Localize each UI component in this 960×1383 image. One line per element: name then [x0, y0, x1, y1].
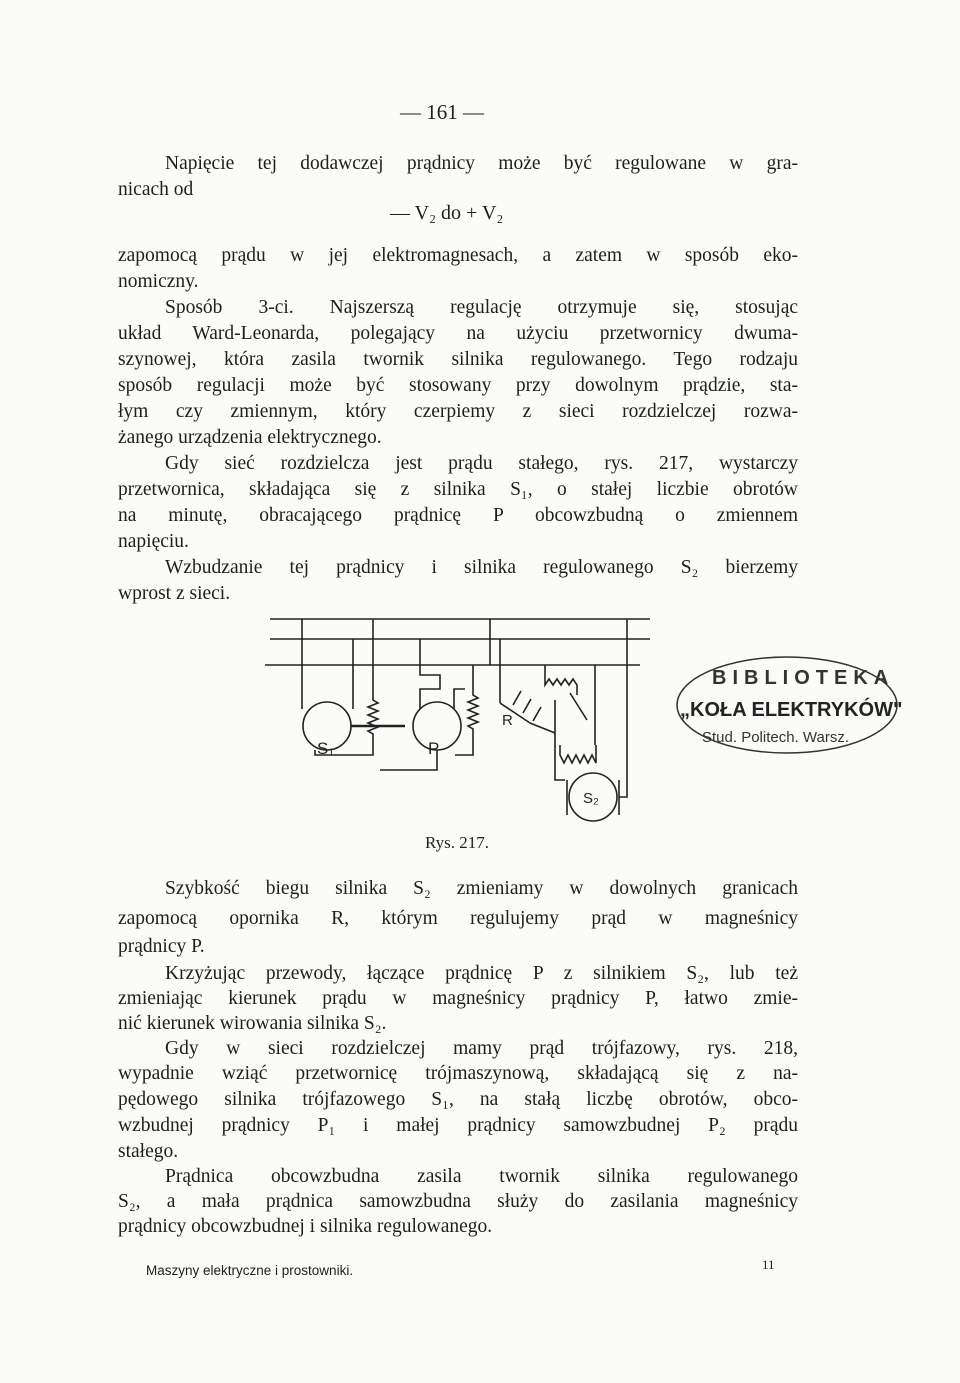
- text-line: Szybkość biegu silnika S₂ zmieniamy w dowolnych granicach: [165, 878, 798, 899]
- text-line: Napięcie tej dodawczej prądnicy może być regulowane w gra-: [165, 153, 798, 174]
- text-line: napięciu.: [118, 531, 189, 552]
- text-line: prądnicy P.: [118, 936, 205, 957]
- circuit-diagram: [255, 605, 655, 830]
- text-line: układ Ward-Leonarda, polegający na użyciu przetwornicy dwuma-: [118, 323, 798, 344]
- label-s1: S₁: [317, 739, 335, 758]
- text-line: prądnicy obcowzbudnej i silnika regulowanego.: [118, 1216, 493, 1237]
- stamp-middle-text: „KOŁA ELEKTRYKÓW": [680, 699, 903, 721]
- label-p: P: [428, 739, 440, 758]
- text-line: Gdy sieć rozdzielcza jest prądu stałego, rys. 217, wystarczy: [165, 453, 798, 474]
- text-line: sposób regulacji może być stosowany przy dowolnym prądzie, sta-: [118, 375, 798, 396]
- text-line: pędowego silnika trójfazowego S₁, na stałą liczbę obrotów, obco-: [118, 1089, 798, 1110]
- text-line: wzbudnej prądnicy P₁ i małej prądnicy samowzbudnej P₂ prądu: [118, 1115, 798, 1136]
- text-line: nić kierunek wirowania silnika S₂.: [118, 1013, 387, 1034]
- signature-number: 11: [762, 1257, 775, 1272]
- text-line: zapomocą opornika R, którym regulujemy prąd w magneśnicy: [118, 908, 798, 929]
- text-line: nomiczny.: [118, 271, 199, 292]
- text-line: wypadnie wziąć przetwornicę trójmaszynową, składającą się z na-: [118, 1063, 798, 1084]
- library-stamp: [672, 650, 907, 760]
- text-line: S₂, a mała prądnica samowzbudna służy do zasilania magneśnicy: [118, 1191, 798, 1212]
- formula: — V₂ do + V₂: [390, 202, 504, 224]
- footer-title: Maszyny elektryczne i prostowniki.: [146, 1263, 354, 1278]
- stamp-bottom-text: Stud. Politech. Warsz.: [702, 729, 849, 746]
- stamp-top-text: BIBLIOTEKA: [712, 667, 895, 689]
- text-line: łym czy zmiennym, który czerpiemy z sieci rozdzielczej rozwa-: [118, 401, 798, 422]
- text-line: Sposób 3-ci. Najszerszą regulację otrzymuje się, stosując: [165, 297, 798, 318]
- label-r: R: [502, 712, 513, 729]
- text-line: na minutę, obracającego prądnicę P obcowzbudną o zmiennem: [118, 505, 798, 526]
- text-line: Wzbudzanie tej prądnicy i silnika regulowanego S₂ bierzemy: [165, 557, 798, 578]
- text-line: przetwornica, składająca się z silnika S₁, o stałej liczbie obrotów: [118, 479, 798, 500]
- text-line: Krzyżując przewody, łączące prądnicę P z silnikiem S₂, lub też: [165, 963, 798, 984]
- text-line: zapomocą prądu w jej elektromagnesach, a zatem w sposób eko-: [118, 245, 798, 266]
- text-line: stałego.: [118, 1141, 179, 1162]
- figure-caption: Rys. 217.: [425, 833, 490, 852]
- page-number: — 161 —: [400, 100, 484, 124]
- label-s2: S₂: [583, 790, 599, 807]
- text-line: Prądnica obcowzbudna zasila twornik silnika regulowanego: [165, 1166, 798, 1187]
- text-line: nicach od: [118, 179, 194, 200]
- text-line: żanego urządzenia elektrycznego.: [118, 427, 382, 448]
- text-line: szynowej, która zasila twornik silnika regulowanego. Tego rodzaju: [118, 349, 798, 370]
- text-line: Gdy w sieci rozdzielczej mamy prąd trójfazowy, rys. 218,: [165, 1038, 798, 1059]
- text-line: wprost z sieci.: [118, 583, 231, 604]
- text-line: zmieniając kierunek prądu w magneśnicy prądnicy P, łatwo zmie-: [118, 988, 798, 1009]
